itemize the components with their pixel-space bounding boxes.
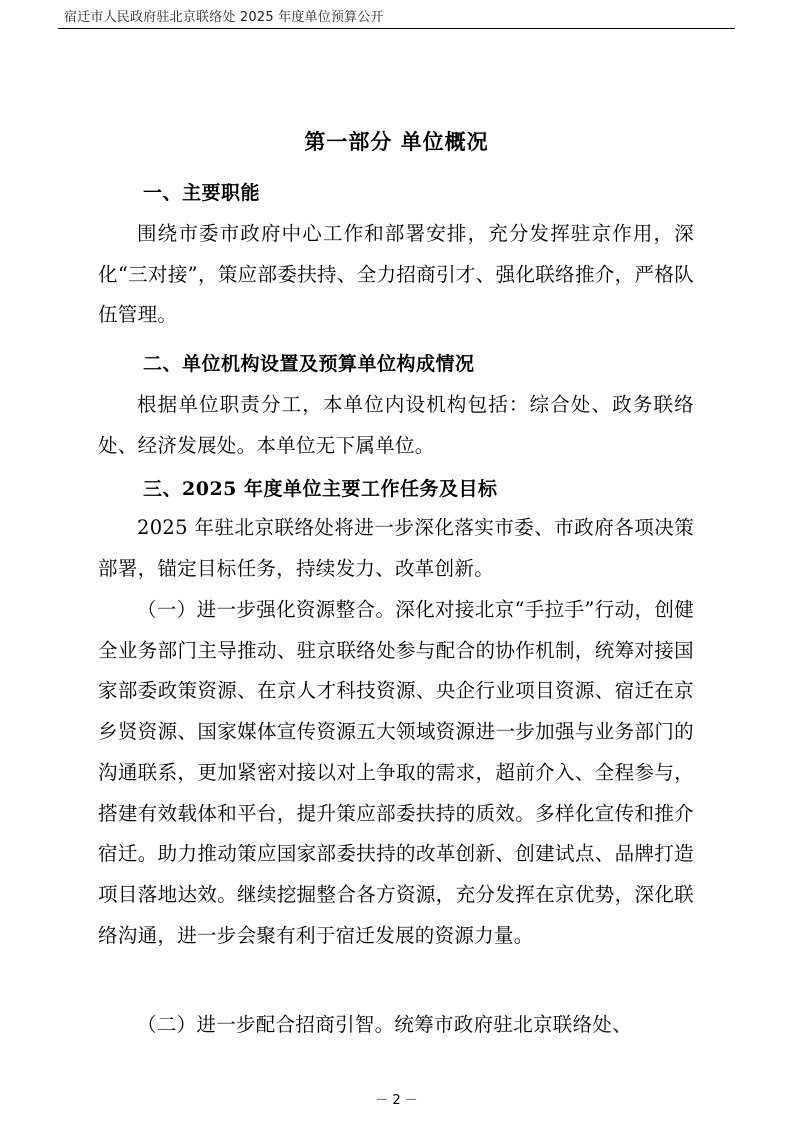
paragraph-functions: 围绕市委市政府中心工作和部署安排，充分发挥驻京作用，深化“三对接”，策应部委扶持、全力招商引才、强化联络推介，严格队伍管理。 <box>98 222 694 327</box>
running-header: 宿迁市人民政府驻北京联络处 2025 年度单位预算公开 <box>64 10 384 25</box>
paragraph-task-resources: （一）进一步强化资源整合。深化对接北京“手拉手”行动，创健全业务部门主导推动、驻京联络处参与配合的协作机制，统筹对接国家部委政策资源、在京人才科技资源、央企行业项目资源、宿迁在京乡贤资源、国家媒体宣传资源五大领域资源进一步加强与业务部门的沟通联系，更加紧密对接以对上争取的需求，超前介入、全程参与，搭建有效载体和平台，提升策应部委扶持的质效。多样化宣传和推介宿迁。助力推动策应国家部委扶持的改革创新、创建试点、品牌打造项目落地达效。继续挖掘整合各方资源，充分发挥在京优势，深化联络沟通，进一步会聚有利于宿迁发展的资源力量。 <box>98 598 694 947</box>
paragraph-structure: 根据单位职责分工，本单位内设机构包括：综合处、政务联络处、经济发展处。本单位无下属单位。 <box>98 393 694 457</box>
header-divider <box>58 28 735 29</box>
section-heading-functions: 一、主要职能 <box>143 182 261 204</box>
part-title: 第一部分 单位概况 <box>304 129 489 154</box>
section-heading-tasks: 三、2025 年度单位主要工作任务及目标 <box>143 478 498 500</box>
page-number: － 2 － <box>375 1093 418 1108</box>
paragraph-task-investment: （二）进一步配合招商引智。统筹市政府驻北京联络处、 <box>137 1013 633 1036</box>
section-heading-structure: 二、单位机构设置及预算单位构成情况 <box>143 353 475 375</box>
paragraph-tasks-intro: 2025 年驻北京联络处将进一步深化落实市委、市政府各项决策部署，锚定目标任务，持续发力、改革创新。 <box>98 516 694 580</box>
